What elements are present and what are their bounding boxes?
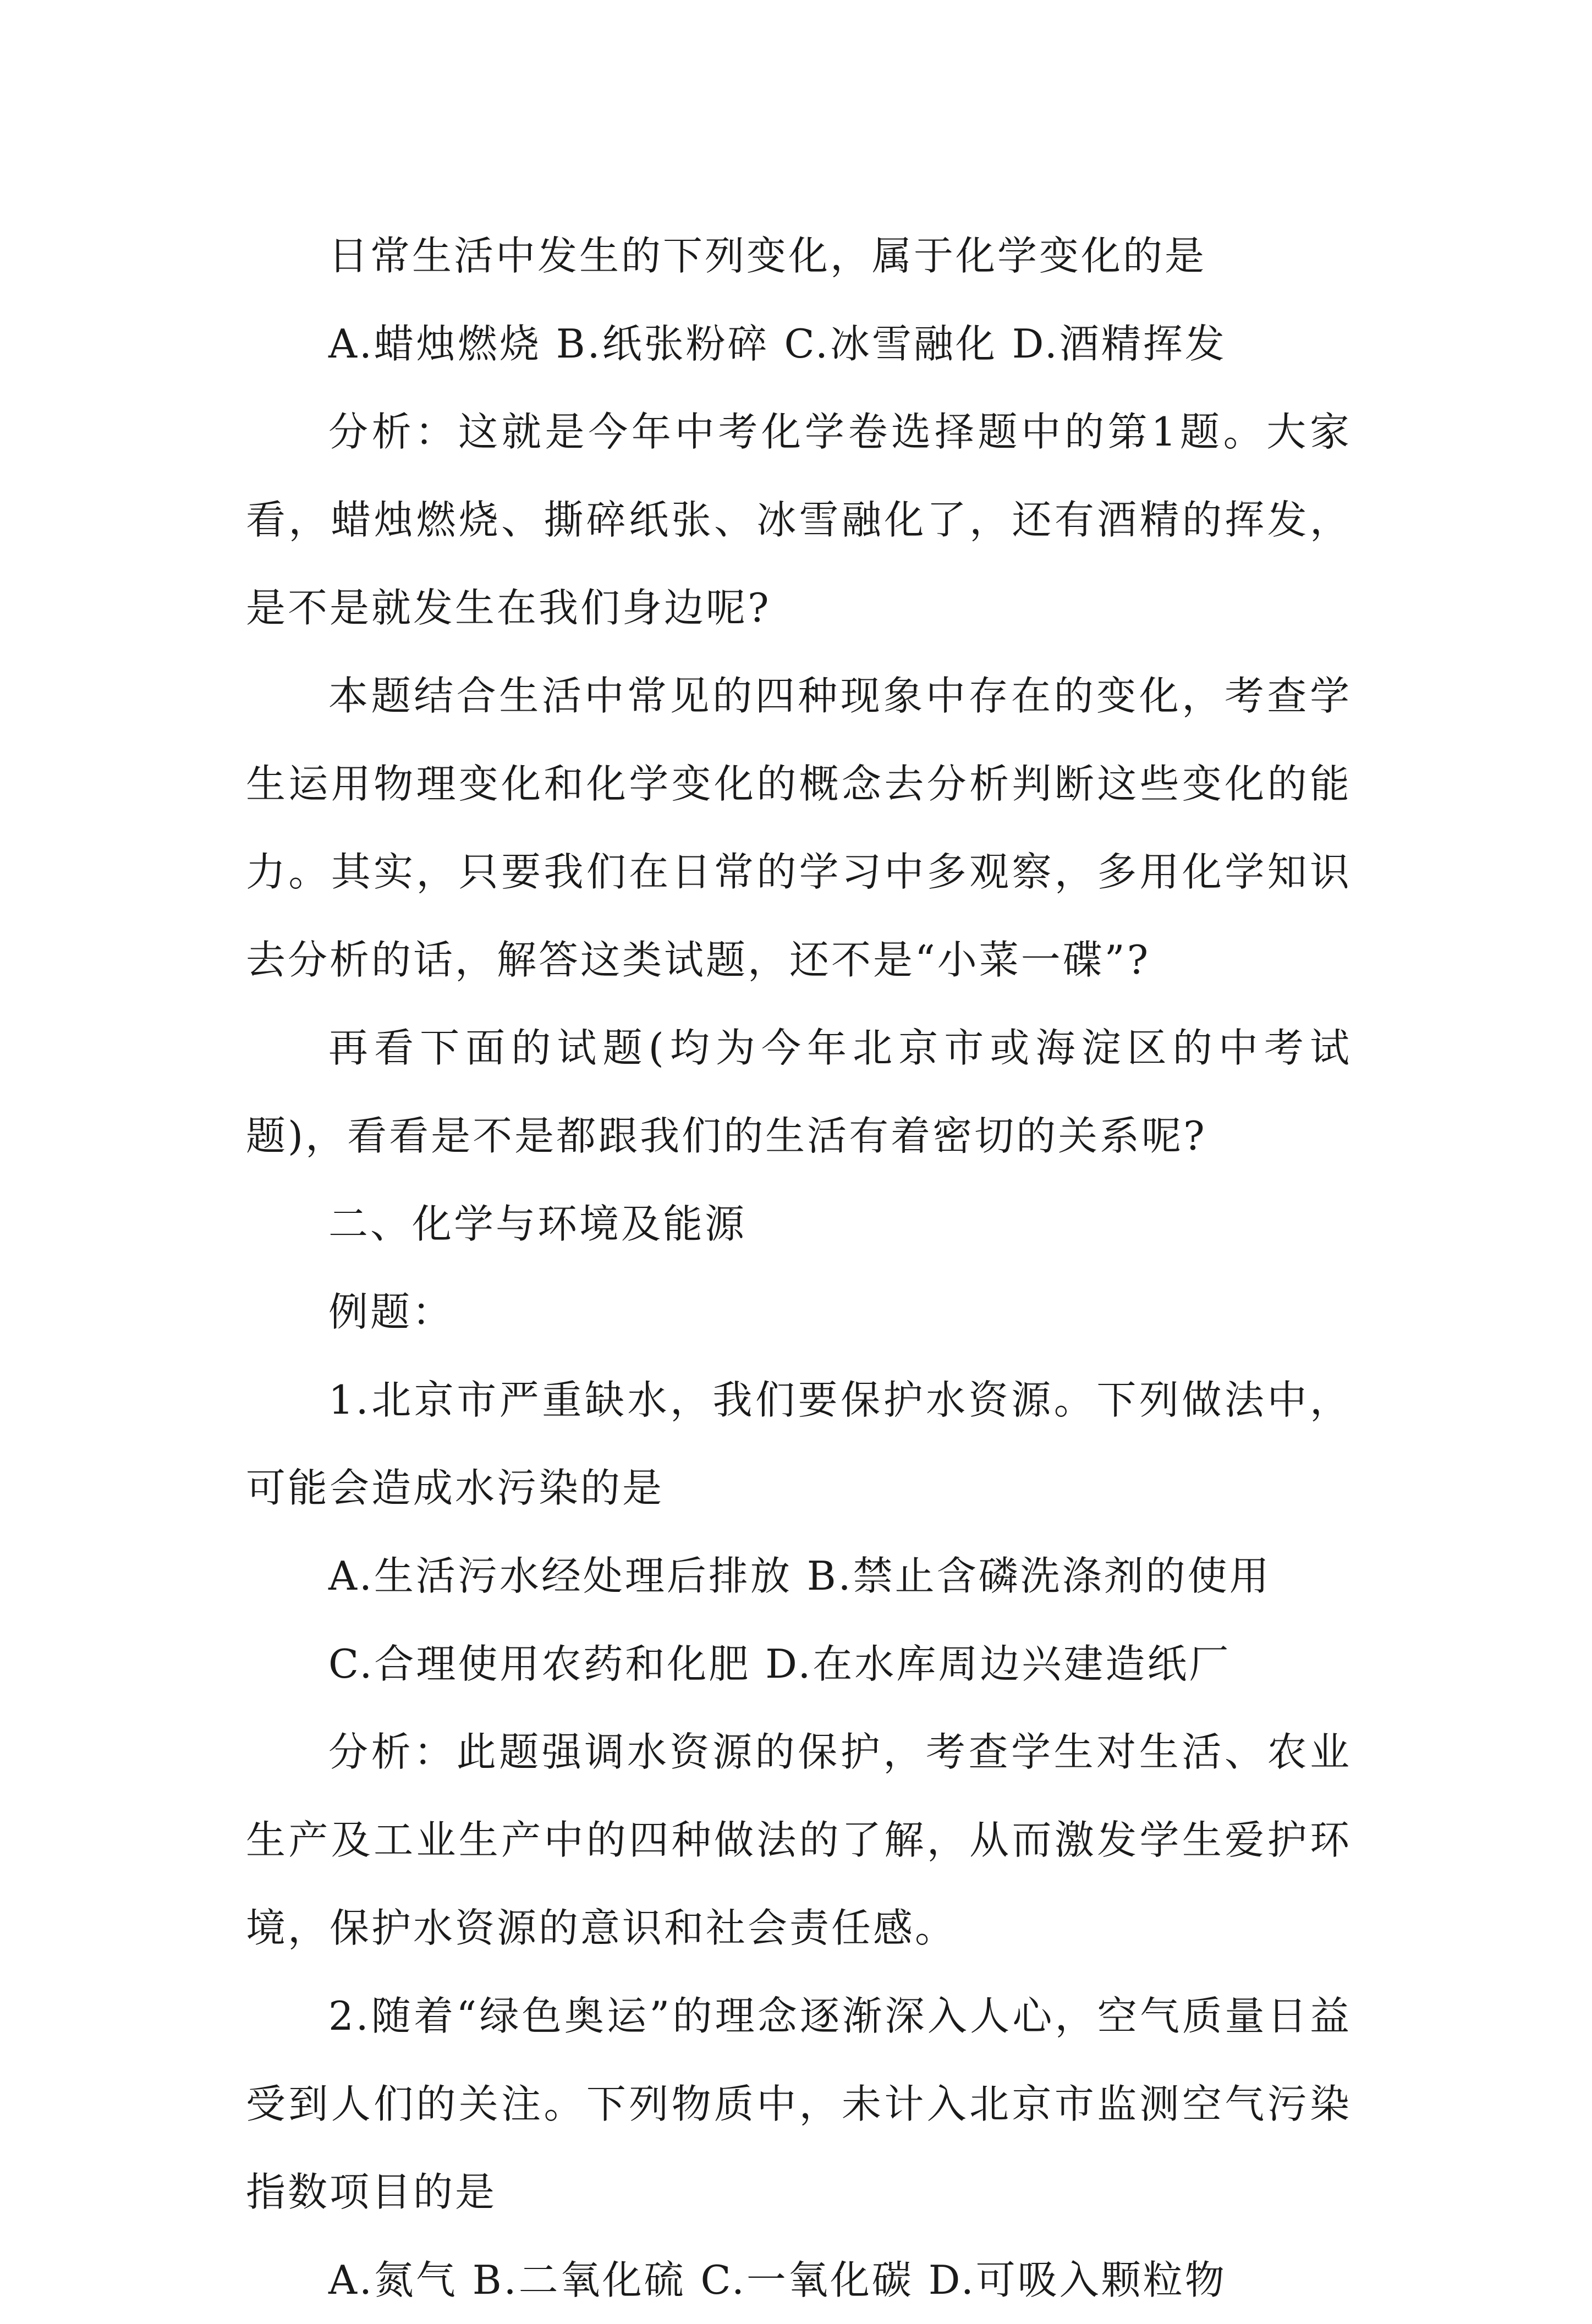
document-body [246,212,1352,2324]
question-2-stem: 2.随着“绿色奥运”的理念逐渐深入人心，空气质量日益受到人们的关注。下列物质中，未计入北京市监测空气污染指数项目的是 [246,1993,1352,2215]
example-label: 例题： [328,1289,454,1335]
explanation-paragraph: 本题结合生活中常见的四种现象中存在的变化，考查学生运用物理变化和化学变化的概念去分析判断这些变化的能力。其实，只要我们在日常的学习中多观察，多用化学知识去分析的话，解答这类试题，还不是“小菜一碟”? [246,673,1352,983]
analysis-paragraph: 分析：这就是今年中考化学卷选择题中的第1题。大家看，蜡烛燃烧、撕碎纸张、冰雪融化了，还有酒精的挥发，是不是就发生在我们身边呢? [246,409,1352,631]
question-1-stem: 1.北京市严重缺水，我们要保护水资源。下列做法中，可能会造成水污染的是 [246,1377,1352,1511]
question-stem: 日常生活中发生的下列变化，属于化学变化的是 [328,233,1207,279]
section-heading: 二、化学与环境及能源 [328,1201,747,1247]
answer-options: A.蜡烛燃烧 B.纸张粉碎 C.冰雪融化 D.酒精挥发 [328,321,1227,367]
question-1-options-ab: A.生活污水经处理后排放 B.禁止含磷洗涤剂的使用 [328,1553,1271,1599]
question-1-analysis: 分析：此题强调水资源的保护，考查学生对生活、农业生产及工业生产中的四种做法的了解，从而激发学生爱护环境，保护水资源的意识和社会责任感。 [246,1729,1352,1951]
question-2-options: A.氮气 B.二氧化硫 C.一氧化碳 D.可吸入颗粒物 [328,2257,1227,2303]
question-1-options-cd: C.合理使用农药和化肥 D.在水库周边兴建造纸厂 [328,1641,1231,1687]
transition-paragraph: 再看下面的试题(均为今年北京市或海淀区的中考试题)，看看是不是都跟我们的生活有着密切的关系呢? [246,1025,1352,1159]
